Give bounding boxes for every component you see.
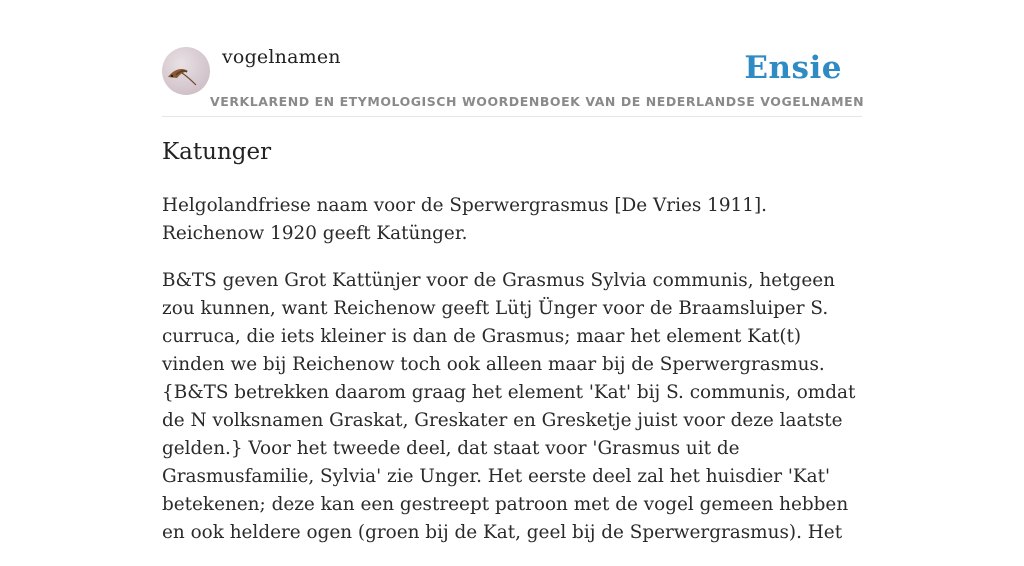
article-body — [162, 192, 862, 566]
article-title: Katunger — [162, 139, 272, 165]
bird-icon — [162, 47, 210, 95]
site-avatar[interactable] — [162, 47, 210, 95]
site-tagline: VERKLAREND EN ETYMOLOGISCH WOORDENBOEK VAN DE NEDERLANDSE VOGELNAMEN — [210, 94, 865, 109]
ensie-logo[interactable]: Ensie — [744, 50, 842, 86]
page-container — [162, 0, 865, 543]
article-paragraph: B&TS geven Grot Kattünjer voor de Grasmus Sylvia communis, hetgeen zou kunnen, want Reichenow geeft Lütj Ünger voor de Braamsluiper S. curruca, die iets kleiner is dan de Grasmus; maar het element Kat(t) vinden we bij Reichenow toch ook alleen maar bij de Sperwergrasmus. {B&TS betrekken daarom graag het element 'Kat' bij S. communis, omdat de N volksnamen Graskat, Greskater en Gresketje juist voor deze laatste gelden.} Voor het tweede deel, dat staat voor 'Grasmus uit de Grasmusfamilie, Sylvia' zie Unger. Het eerste deel zal het huisdier 'Kat' betekenen; deze kan een gestreept patroon met de vogel gemeen hebben en ook heldere ogen (groen bij de Kat, geel bij de Sperwergrasmus). Het — [162, 270, 856, 543]
article-paragraph: Helgolandfriese naam voor de Sperwergrasmus [De Vries 1911]. Reichenow 1920 geeft Katünger. — [162, 195, 767, 244]
site-header — [162, 0, 865, 117]
site-name[interactable]: vogelnamen — [222, 46, 341, 68]
